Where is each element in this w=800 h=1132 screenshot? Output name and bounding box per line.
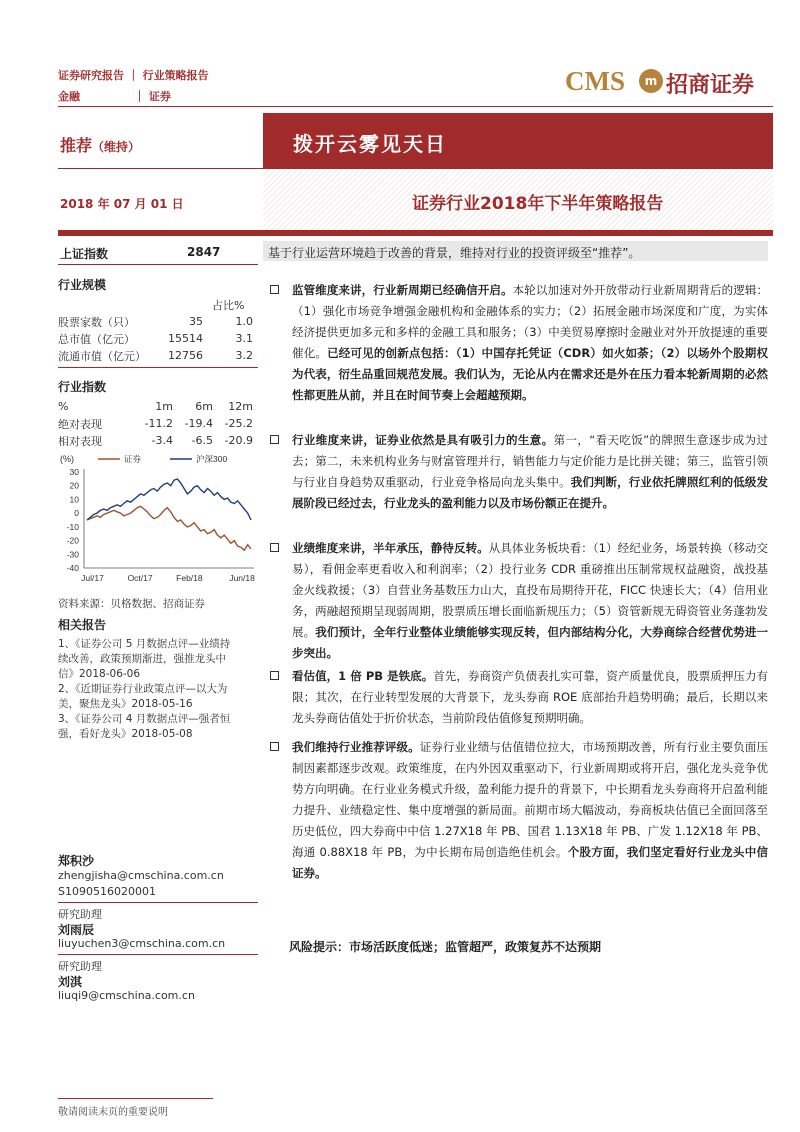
analyst-email[interactable]: zhengjisha@cmschina.com.cn (58, 869, 224, 882)
related-line: 信》2018-06-06 (58, 668, 141, 680)
table-row (58, 347, 253, 364)
divider (58, 367, 258, 368)
x-tick-label: Feb/18 (176, 573, 203, 583)
legend-label: 证券 (124, 454, 142, 464)
source-note: 资料来源：贝格数据、招商证券 (58, 598, 205, 610)
related-line: 3、《证券公司 4 月数据点评—强者恒 (58, 713, 231, 725)
perf-cell: -11.2 (144, 417, 173, 430)
divider (58, 954, 258, 955)
footer-divider (58, 1098, 213, 1099)
report-subtitle: 证券行业2018年下半年策略报告 (412, 194, 664, 214)
title-band (263, 113, 773, 169)
scale-name: 总市值（亿元） (58, 332, 135, 346)
bullet-body: 证券行业业绩与估值错位拉大，市场预期改善，所有行业主要负面压制因素都逐步改观。政策维度，在内外因双重驱动下，行业新周期或将开启，强化龙头竞争优势方向明确。在行业业务模式升级，盈利能力提升的背景下，中长期看龙头券商将开启盈利能力提升、业绩稳定性、集中度增强的新局面。前期市场大幅波动，券商板块估值已全面回落至历史低位，四大券商中中信 1.27X18 年 PB、国君 1.13X18 年 PB、广发 1.12X18 年 PB、海通 0.88X18 年 PB，为中长期布局创造绝佳机会。 (292, 740, 769, 859)
series-line (87, 506, 251, 550)
index-value: 2847 (187, 245, 221, 259)
analyst-role: 研究助理 (58, 908, 102, 921)
report-date: 2018 年 07 月 01 日 (60, 197, 184, 211)
risk-note: 风险提示：市场活跃度低迷；监管超严，政策复苏不达预期 (289, 940, 602, 954)
scale-name: 流通市值（亿元） (58, 349, 146, 363)
header-divider (58, 106, 773, 107)
perf-cell: 相对表现 (58, 434, 102, 448)
bullet-body: 第一，“看天吃饭”的牌照生意逐步成为过去；第二，未来机构业务与财富管理并行，销售能力与定价能力是比拼关键；第三，监管引领与行业自身趋势双重驱动，行业竞争格局向龙头集中。 (292, 433, 769, 489)
analyst-email[interactable]: liuqi9@cmschina.com.cn (58, 989, 195, 1002)
scale-pct-header: 占比% (212, 299, 245, 312)
perf-header: 12m (228, 400, 253, 413)
cms-logo (565, 66, 775, 102)
perf-header: % (58, 400, 69, 413)
y-axis-label: (%) (60, 454, 74, 464)
logo-emblem-icon: m (639, 69, 663, 93)
related-line: 强，看好龙头》2018-05-08 (58, 728, 193, 740)
scale-title: 行业规模 (58, 278, 107, 292)
bullet-lead: 业绩维度来讲，半年承压，静待反转。 (292, 541, 489, 555)
scale-pct: 1.0 (235, 315, 253, 328)
related-list (58, 637, 230, 742)
bullet-valuation (270, 666, 768, 729)
checkbox-icon (270, 742, 279, 751)
scale-name: 股票家数（只） (58, 315, 135, 329)
perf-cell: -25.2 (224, 417, 253, 430)
rating (60, 133, 140, 156)
scale-value: 35 (189, 315, 203, 328)
list-item[interactable] (58, 682, 230, 712)
table-row (58, 313, 253, 330)
perf-header: 6m (195, 400, 213, 413)
checkbox-icon (270, 543, 279, 552)
logo-cms: CMS (565, 66, 625, 96)
analyst-email[interactable]: liuyuchen3@cmschina.com.cn (58, 937, 226, 950)
bullet-lead: 监管维度来讲，行业新周期已经确信开启。 (292, 283, 513, 297)
bullet-performance (270, 538, 768, 664)
bullet-lead: 行业维度来讲，证券业依然是具有吸引力的生意。 (292, 433, 554, 447)
list-item[interactable] (58, 637, 230, 682)
x-tick-label: Jun/18 (229, 573, 255, 583)
sector-left: 金融 (58, 90, 80, 103)
checkbox-icon (270, 285, 279, 294)
x-tick-label: Jul/17 (81, 573, 104, 583)
report-type: 证券研究报告 ｜ 行业策略报告 (58, 69, 209, 82)
checkbox-icon (270, 671, 279, 680)
related-line: 续改善，政策预期渐进，强推龙头中 (58, 653, 226, 665)
bullet-regulation (270, 280, 768, 406)
scale-value: 12756 (168, 349, 203, 362)
perf-header: 1m (155, 400, 173, 413)
y-tick-label: 20 (69, 480, 79, 491)
perf-table (58, 398, 253, 449)
rating-underline (58, 168, 263, 169)
divider (58, 902, 258, 903)
bullet-tail: 我们判断，行业依托牌照红利的低级发展阶段已经过去，行业龙头的盈利能力以及市场份额正在提升。 (292, 475, 769, 510)
y-tick-label: 10 (69, 494, 79, 505)
table-row (58, 330, 253, 347)
y-tick-label: -10 (66, 521, 79, 532)
checkbox-icon (270, 435, 279, 444)
bullet-body: 本轮以加速对外开放带动行业新周期背后的逻辑：（1）强化市场竞争增强金融机构和金融体系的实力；（2）拓展金融市场深度和广度，为实体经济提供更加多元和多样的金融工具和服务；（3）中美贸易摩擦时金融业对外开放提速的重要催化。 (292, 283, 769, 360)
table-row (58, 415, 253, 432)
industry-index-chart (58, 450, 258, 590)
legend-label: 沪深300 (196, 454, 228, 464)
y-tick-label: -30 (66, 549, 79, 560)
title-bottom-band (58, 230, 773, 236)
list-item[interactable] (58, 712, 230, 742)
analyst-name: 刘淇 (58, 975, 83, 989)
y-tick-label: -40 (66, 563, 79, 573)
footer-note: 敬请阅读末页的重要说明 (58, 1107, 168, 1118)
bullet-lead: 看估值，1 倍 PB 是铁底。 (292, 669, 434, 683)
bullet-industry (270, 430, 768, 514)
index-label: 上证指数 (60, 247, 109, 261)
bullet-tail: 已经可见的创新点包括：（1）中国存托凭证（CDR）如火如荼；（2）以场外个股期权为代表，衍生品重回规范发展。我们认为，无论从内在需求还是外在压力看本轮新周期的必然性都更胜从前，并且在时间节奏上会超越预期。 (292, 346, 769, 402)
scale-value: 15514 (168, 332, 203, 345)
scale-pct: 3.1 (235, 332, 253, 345)
perf-cell: -20.9 (224, 434, 253, 447)
bullet-tail: 个股方面，我们坚定看好行业龙头中信证券。 (292, 845, 768, 880)
analyst-name: 刘雨辰 (58, 923, 95, 937)
report-title: 拨开云雾见天日 (293, 132, 447, 156)
analyst-role: 研究助理 (58, 960, 102, 973)
x-tick-label: Oct/17 (127, 573, 153, 583)
perf-cell: -19.4 (184, 417, 213, 430)
series-line (87, 479, 251, 520)
sector-right: ｜ 证券 (134, 90, 171, 103)
analyst-name: 郑积沙 (58, 854, 95, 868)
y-tick-label: 0 (74, 508, 79, 519)
scale-table (58, 313, 253, 364)
summary-box (263, 241, 768, 261)
bullet-rating (270, 737, 768, 884)
rating-sub: （维持） (92, 140, 141, 154)
summary-text: 基于行业运营环境趋于改善的背景，维持对行业的投资评级至“推荐”。 (268, 246, 641, 260)
perf-cell: -6.5 (191, 434, 213, 447)
perf-title: 行业指数 (58, 380, 107, 394)
y-tick-label: 30 (69, 467, 79, 477)
table-row (58, 432, 253, 449)
related-line: 1、《证券公司 5 月数据点评—业绩持 (58, 638, 231, 650)
bullet-lead: 我们维持行业推荐评级。 (292, 740, 420, 754)
bullet-body: 从具体业务板块看：（1）经纪业务，场景转换（移动交易），看佣金率更看收入和利润率；（2）投行业务 CDR 重磅推出压制常规权益融资，战投基金火线救援；（3）自营业务基数压力山大，直投布局期待开花，FICC 快速长大；（4）信用业务，两融超预期呈现弱周期，股票质压增长面临新规压力；（5）资管新规无碍资管业务蓬勃发展。 (292, 541, 768, 639)
bullet-tail: 我们预计，全年行业整体业绩能够实现反转，但内部结构分化，大券商综合经营优势进一步突出。 (292, 625, 769, 660)
rating-main: 推荐 (60, 136, 93, 155)
sector-label (58, 88, 258, 104)
related-line: 美，聚焦龙头》2018-05-16 (58, 698, 193, 710)
related-line: 2、《近期证券行业政策点评—以大为 (58, 683, 228, 695)
y-tick-label: -20 (66, 535, 79, 546)
divider (58, 264, 258, 265)
perf-cell: 绝对表现 (58, 417, 102, 431)
analyst-id: S1090516020001 (58, 885, 156, 898)
related-title: 相关报告 (58, 618, 107, 632)
bullet-body: 首先，券商资产负债表扎实可靠，资产质量优良，股票质押压力有限；其次，在行业转型发展的大背景下，龙头券商 ROE 底部抬升趋势明确；最后，长期以来龙头券商估值处于折价状态，当前阶段估值修复预期明确。 (292, 669, 768, 725)
table-row (58, 398, 253, 415)
logo-cn: 招商证券 (666, 73, 755, 98)
perf-cell: -3.4 (151, 434, 173, 447)
scale-pct: 3.2 (235, 349, 253, 362)
